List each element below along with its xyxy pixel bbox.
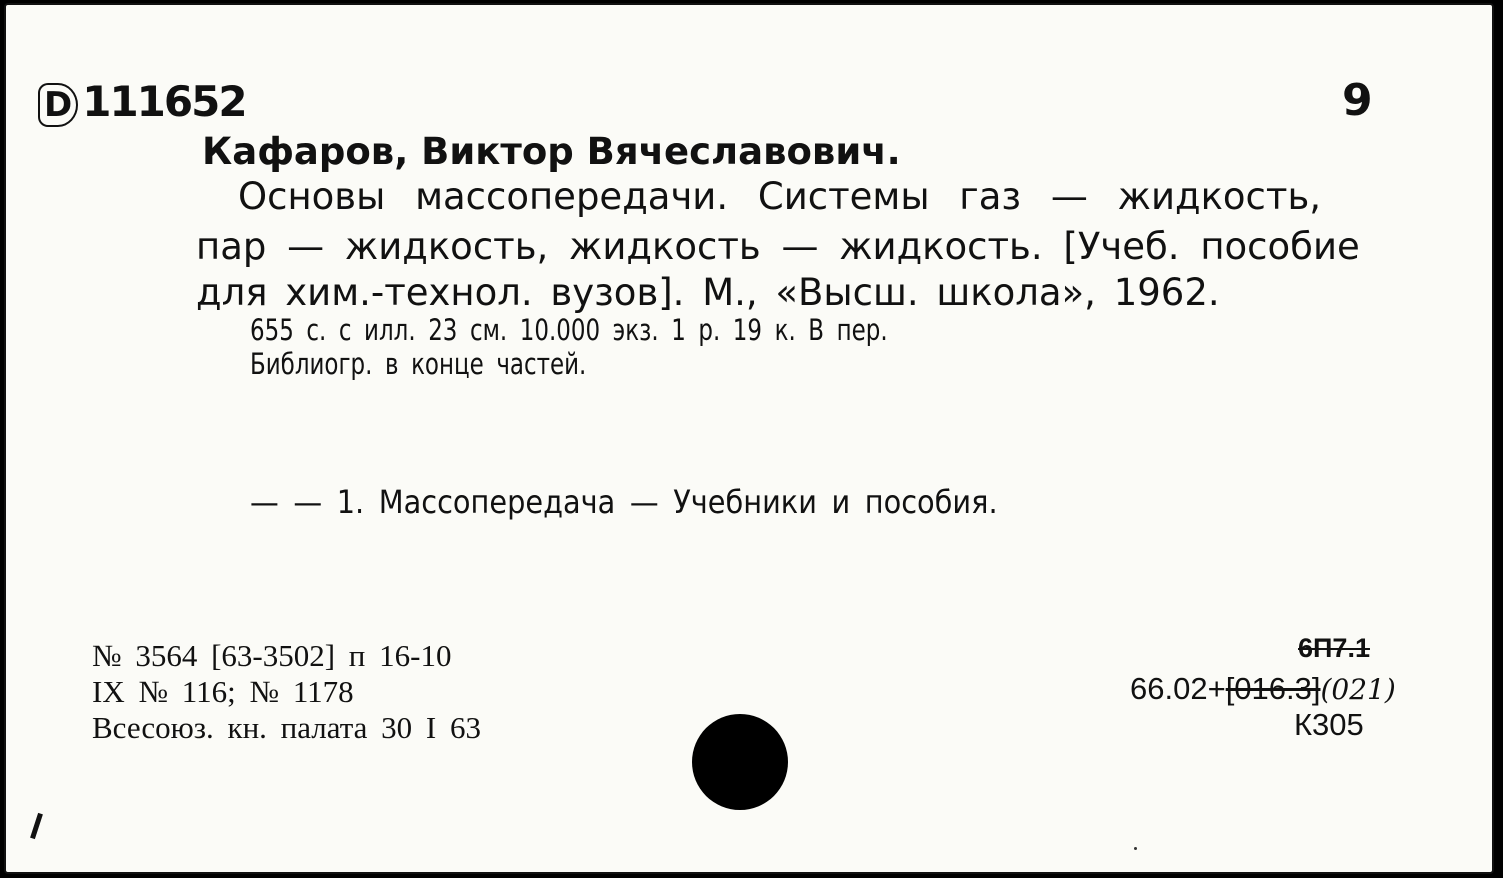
title-line-1: Основы массопередачи. Системы газ — жидкость,: [238, 175, 1322, 218]
footer-line-1: № 3564 [63-3502] п 16-10: [92, 638, 452, 673]
subject-heading: — — 1. Массопередача — Учебники и пособия.: [250, 483, 998, 521]
inventory-digits: 111652: [82, 77, 246, 126]
old-classification: 6П7.1: [1298, 633, 1370, 663]
author-sign: К305: [1294, 707, 1364, 742]
pencil-mark: [30, 813, 43, 839]
punch-hole: [692, 714, 788, 810]
footer-line-2: IX № 116; № 1178: [92, 674, 354, 709]
speck-mark: [1134, 847, 1137, 850]
classification-bracket: [016.3]: [1225, 671, 1321, 706]
classification-handwritten: (021): [1320, 673, 1396, 706]
title-line-3: для хим.-технол. вузов]. М., «Высш. школа», 1962.: [196, 271, 1220, 314]
catalog-card: [4, 3, 1494, 874]
physical-description: 655 с. с илл. 23 см. 10.000 экз. 1 р. 19 к. В пер.: [250, 313, 888, 347]
bibliography-note: Библиогр. в конце частей.: [250, 347, 587, 381]
classification-main: 66.02+: [1130, 671, 1226, 706]
inventory-letter: D: [38, 83, 78, 127]
corner-number: 9: [1342, 75, 1373, 126]
classification-index: [1130, 671, 1396, 707]
inventory-number: [38, 77, 246, 126]
footer-line-3: Всесоюз. кн. палата 30 I 63: [92, 710, 481, 745]
author-heading: Кафаров, Виктор Вячеславович.: [202, 130, 901, 173]
title-line-2: пар — жидкость, жидкость — жидкость. [Учеб. пособие: [196, 225, 1360, 268]
